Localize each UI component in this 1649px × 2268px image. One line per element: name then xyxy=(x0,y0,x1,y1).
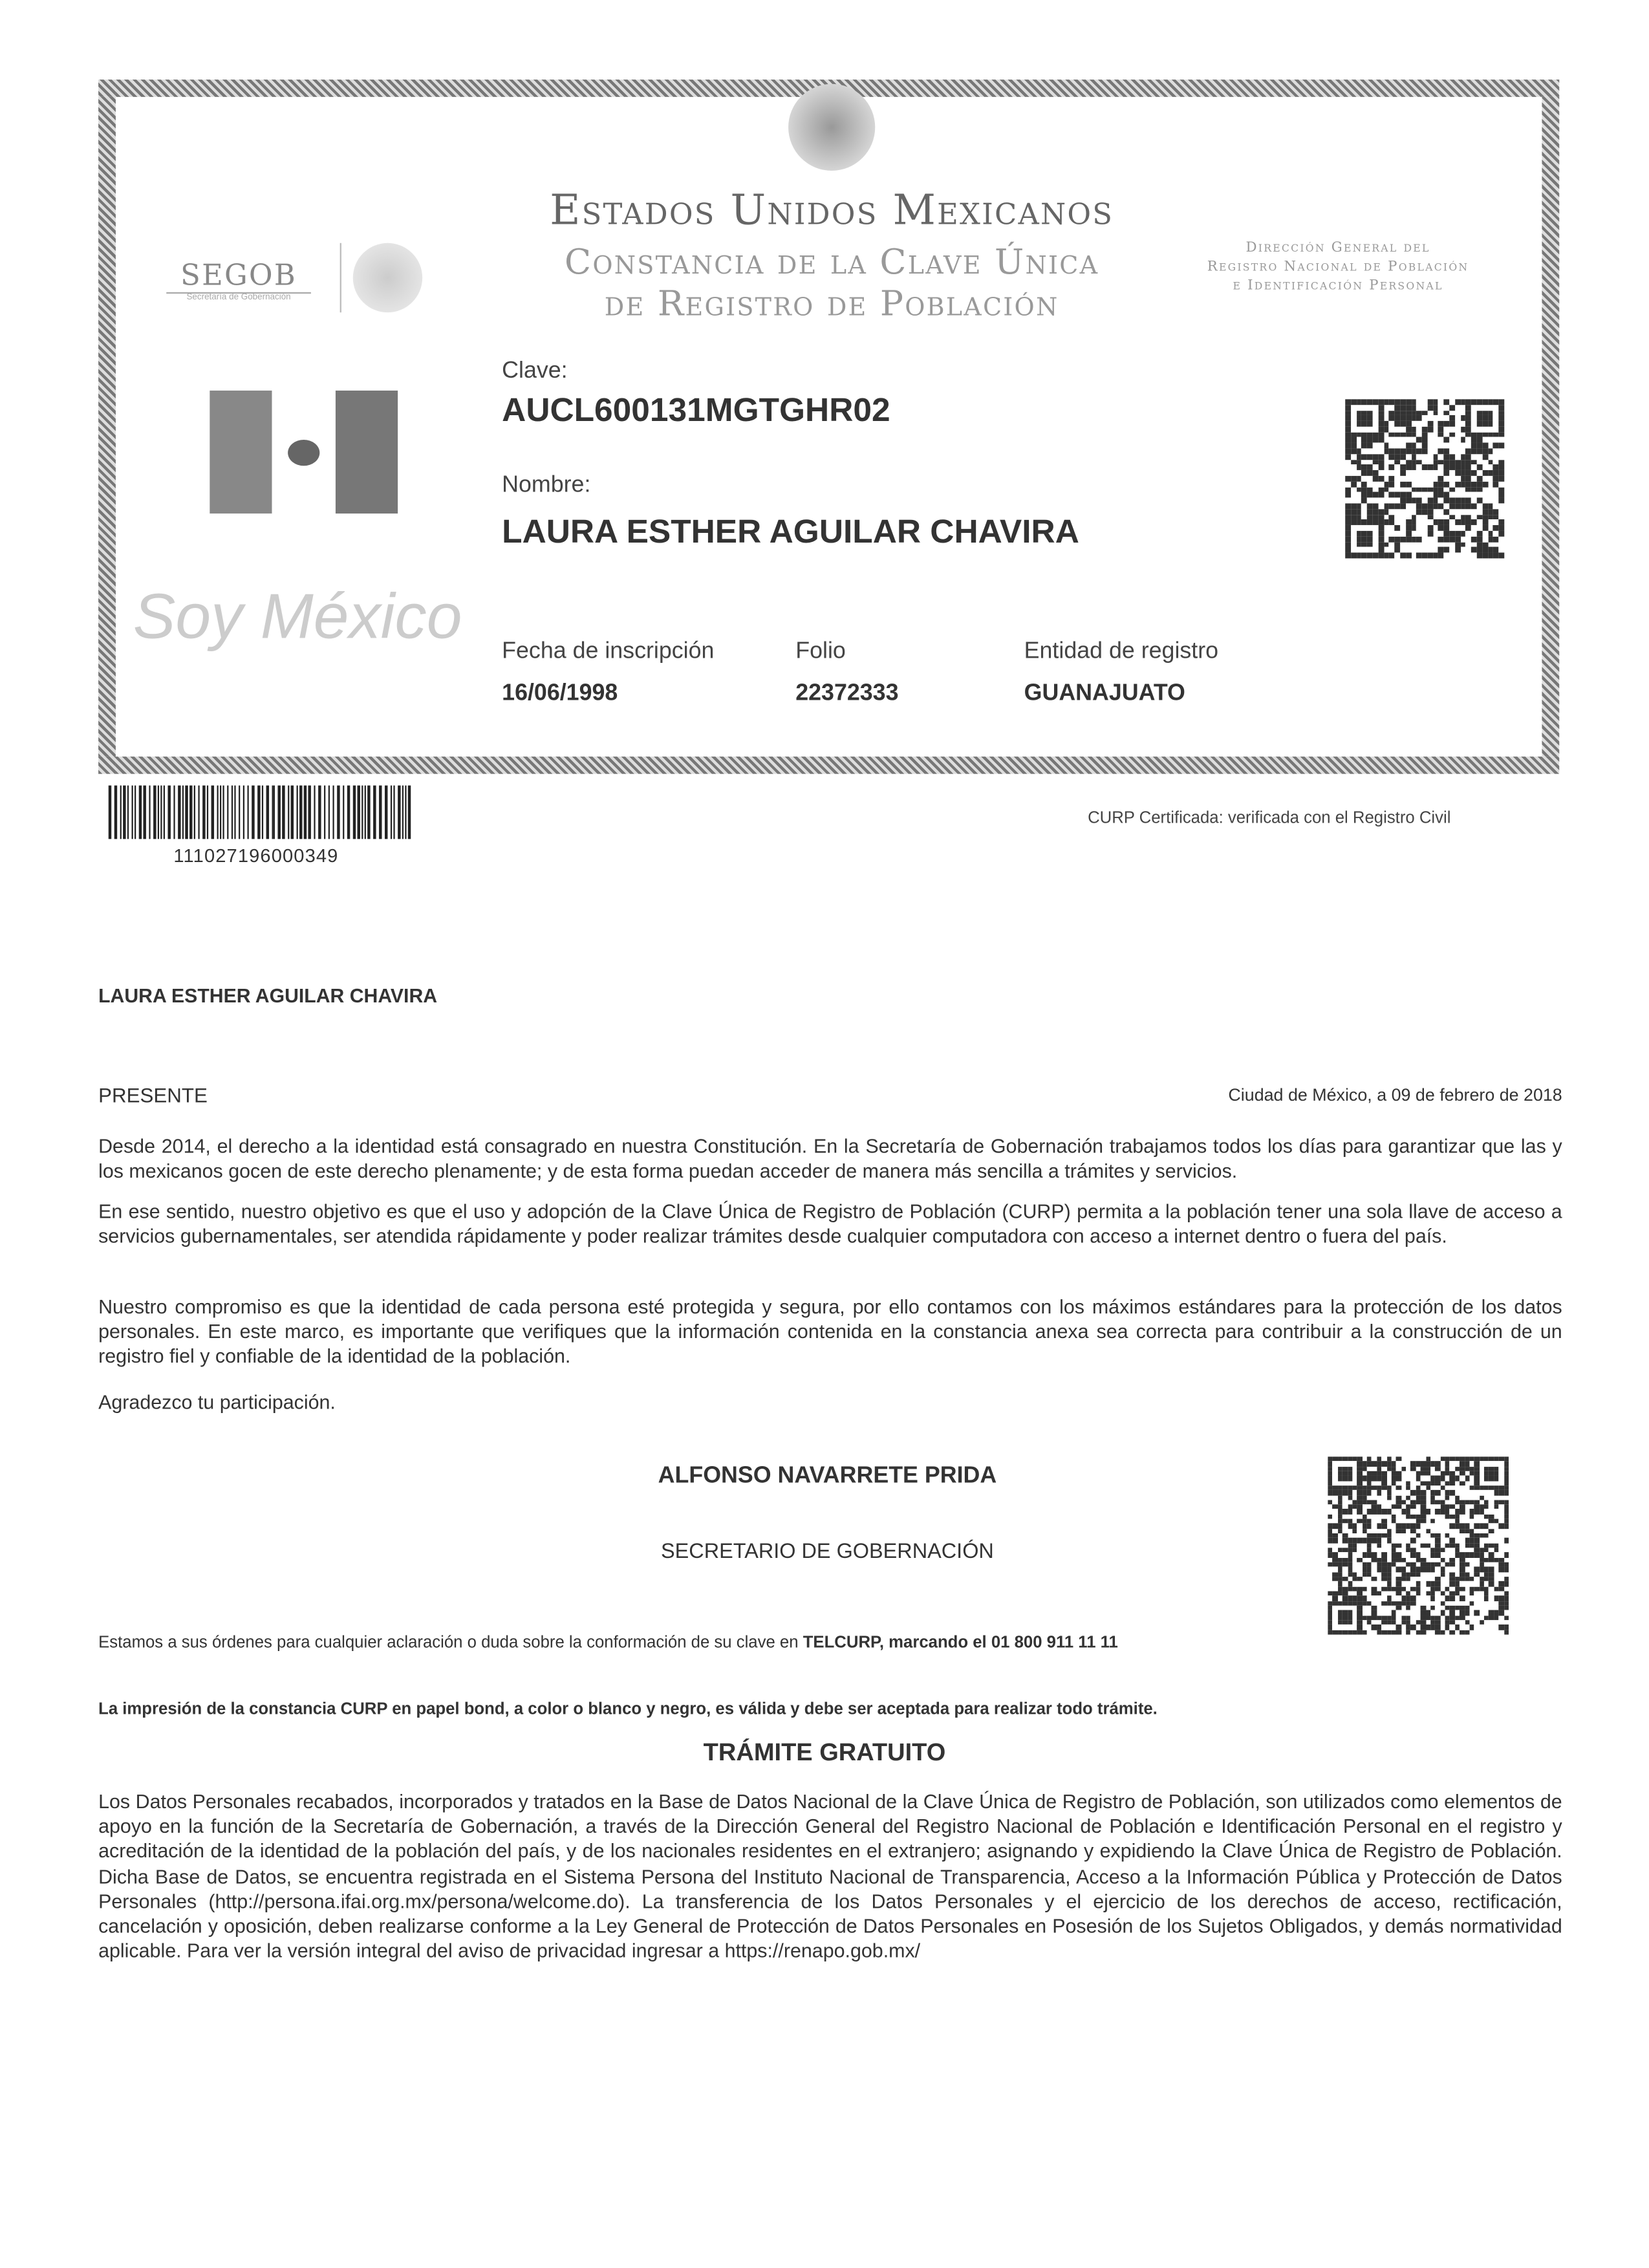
barcode-bar xyxy=(261,786,263,839)
barcode-bar xyxy=(391,786,392,839)
barcode-bar xyxy=(163,786,164,839)
barcode-bar xyxy=(120,786,121,839)
barcode-bar xyxy=(243,786,244,839)
barcode-bar xyxy=(219,786,222,839)
barcode-bar xyxy=(252,786,254,839)
contact-info xyxy=(98,1635,1118,1652)
letter-paragraph: En ese sentido, nuestro objetivo es que el uso y adopción de la Clave Única de Registro de Población (CURP) permita a la población tener una sola llave de acceso a servicios gubernamentales, ser atendida rápidamente y poder realizar trámites desde cualquier computadora con acceso a internet dentro o fuera del país. xyxy=(98,1200,1562,1247)
barcode-bar xyxy=(361,786,362,839)
barcode-bar xyxy=(319,786,321,839)
nombre-value: LAURA ESTHER AGUILAR CHAVIRA xyxy=(502,512,1079,550)
validity-note: La impresión de la constancia CURP en papel bond, a color o blanco y negro, es válida y debe ser aceptada para realizar todo trámite. xyxy=(98,1701,1158,1719)
barcode-bar xyxy=(144,786,146,839)
barcode-bar xyxy=(357,786,360,839)
signer-name: ALFONSO NAVARRETE PRIDA xyxy=(658,1463,997,1489)
folio-label: Folio xyxy=(795,639,846,664)
barcode-bar xyxy=(211,786,213,839)
qr-code-signature xyxy=(1328,1456,1509,1634)
barcode-bar xyxy=(274,786,275,839)
barcode-bar xyxy=(173,786,175,839)
barcode-bar xyxy=(271,786,272,839)
barcode-bar xyxy=(183,786,184,839)
barcode-bar xyxy=(347,786,350,839)
barcode-bar xyxy=(291,786,294,839)
barcode-bar xyxy=(158,786,159,839)
barcode-bar xyxy=(308,786,310,839)
barcode-bar xyxy=(186,786,188,839)
barcode-bar xyxy=(409,786,411,839)
agency-name xyxy=(1179,239,1497,295)
letter-paragraph: Desde 2014, el derecho a la identidad está consagrado en nuestra Constitución. En la Secretaría de Gobernación trabajamos todos los días para garantizar que las y los mexicanos gocen de este derecho plenamente; y de esta forma puedan acceder de manera más sencilla a trámites y servicios. xyxy=(98,1135,1562,1182)
barcode-bar xyxy=(398,786,400,839)
barcode-number: 111027196000349 xyxy=(173,845,339,867)
barcode-bar xyxy=(122,786,125,839)
barcode-bar xyxy=(337,786,339,839)
barcode-bar xyxy=(167,786,170,839)
barcode-bar xyxy=(202,786,205,839)
entidad-value: GUANAJUATO xyxy=(1024,681,1185,706)
national-emblem-icon xyxy=(788,84,875,171)
barcode-bar xyxy=(329,786,330,839)
entidad-label: Entidad de registro xyxy=(1024,639,1219,664)
barcode-bar xyxy=(223,786,224,839)
barcode-bar xyxy=(198,786,199,839)
barcode-bar xyxy=(257,786,260,839)
barcode-bar xyxy=(266,786,268,839)
barcode-bar xyxy=(135,786,136,839)
nombre-label: Nombre: xyxy=(502,473,591,498)
letter-date: Ciudad de México, a 09 de febrero de 2018 xyxy=(1228,1085,1562,1105)
mexican-flag-icon xyxy=(210,391,398,513)
barcode-bar xyxy=(404,786,407,839)
barcode-bar xyxy=(217,786,218,839)
soy-mexico-watermark: Soy México xyxy=(133,581,462,653)
barcode-bar xyxy=(235,786,236,839)
barcode-bar xyxy=(299,786,302,839)
free-procedure-heading: TRÁMITE GRATUITO xyxy=(703,1738,946,1767)
certificate-title: Estados Unidos Mexicanos xyxy=(550,185,1114,235)
contact-phone: TELCURP, marcando el 01 800 911 11 11 xyxy=(803,1634,1118,1652)
barcode-bar xyxy=(278,786,281,839)
privacy-notice: Los Datos Personales recabados, incorporados y tratados en la Base de Datos Nacional de la Clave Única de Registro de Población, son utilizados como elementos de apoyo en la función de la Secretaría de Gobernación, a través de la Dirección General del Registro Nacional de Población e Identificación Personal en el registro y acreditación de la identidad de la población del país, y de los nacionales residentes en el extranjero; asignando y expidiendo la Clave Única de Registro de Población. Dicha Base de Datos, se encuentra registrada en el Sistema Persona del Instituto Nacional de Transparencia, Acceso a la Información Pública y Protección de Datos Personales (http://persona.ifai.org.mx/persona/welcome.do). La transferencia de los Datos Personales y el ejercicio de los derechos de acceso, rectificación, cancelación y oposición, deben realizarse conforme a la Ley General de Protección de Datos Personales en Posesión de los Sujetos Obligados, y demás normatividad aplicable. Para ver la versión integral del aviso de privacidad ingresar a https://renapo.gob.mx/ xyxy=(98,1791,1562,1962)
segob-subtext: Secretaría de Gobernación xyxy=(186,294,291,303)
barcode-bar xyxy=(114,786,116,839)
barcode-bar xyxy=(333,786,334,839)
barcode-bar xyxy=(313,786,316,839)
agency-line: e Identificación Personal xyxy=(1233,277,1443,294)
letter-paragraph: Nuestro compromiso es que la identidad de cada persona esté protegida y segura, por ello contamos con los máximos estándares para la protección de los datos personales. En este marco, es importante que verifiques que la información contenida en la constancia anexa sea correcta para contribuir a la construcción de un registro fiel y confiable de la identidad de la población. xyxy=(98,1296,1562,1367)
barcode-bar xyxy=(402,786,403,839)
barcode-bar xyxy=(385,786,387,839)
barcode-bar xyxy=(194,786,195,839)
closing: Agradezco tu participación. xyxy=(98,1391,336,1414)
barcode-bar xyxy=(239,786,240,839)
agency-line: Registro Nacional de Población xyxy=(1207,259,1469,275)
barcode-bar xyxy=(288,786,289,839)
segob-text: SEGOB xyxy=(166,257,311,294)
barcode-bar xyxy=(149,786,151,839)
barcode-bar xyxy=(325,786,326,839)
barcode-bar xyxy=(368,786,371,839)
barcode-bar xyxy=(232,786,233,839)
barcode-bar xyxy=(379,786,382,839)
agency-line: Dirección General del xyxy=(1245,240,1430,256)
barcode-bar xyxy=(189,786,192,839)
barcode-bar xyxy=(303,786,306,839)
signer-title: SECRETARIO DE GOBERNACIÓN xyxy=(661,1540,994,1564)
segob-logo xyxy=(166,257,311,302)
barcode-bar xyxy=(283,786,285,839)
barcode-bar xyxy=(393,786,394,839)
clave-label: Clave: xyxy=(502,358,568,383)
certificate-subtitle-2: de Registro de Población xyxy=(604,283,1059,325)
seal-icon xyxy=(340,243,422,312)
barcode-bar xyxy=(109,786,111,839)
barcode xyxy=(109,786,413,839)
barcode-bar xyxy=(296,786,297,839)
greeting: PRESENTE xyxy=(98,1083,208,1107)
barcode-bar xyxy=(374,786,376,839)
fecha-value: 16/06/1998 xyxy=(502,681,618,706)
qr-code xyxy=(1345,399,1504,558)
barcode-bar xyxy=(153,786,156,839)
barcode-bar xyxy=(228,786,229,839)
barcode-bar xyxy=(178,786,181,839)
folio-value: 22372333 xyxy=(795,681,899,706)
recipient-name: LAURA ESTHER AGUILAR CHAVIRA xyxy=(98,985,438,1007)
clave-value: AUCL600131MGTGHR02 xyxy=(502,390,890,429)
barcode-bar xyxy=(247,786,248,839)
barcode-bar xyxy=(160,786,162,839)
barcode-bar xyxy=(131,786,133,839)
certificate-subtitle-1: Constancia de la Clave Única xyxy=(565,241,1099,283)
fecha-label: Fecha de inscripción xyxy=(502,639,715,664)
barcode-bar xyxy=(206,786,208,839)
barcode-bar xyxy=(139,786,142,839)
barcode-bar xyxy=(343,786,344,839)
contact-text: Estamos a sus órdenes para cualquier aclaración o duda sobre la conformación de su clave en xyxy=(98,1634,803,1652)
barcode-bar xyxy=(352,786,355,839)
certified-note: CURP Certificada: verificada con el Registro Civil xyxy=(1088,810,1451,828)
barcode-bar xyxy=(365,786,367,839)
barcode-bar xyxy=(127,786,128,839)
